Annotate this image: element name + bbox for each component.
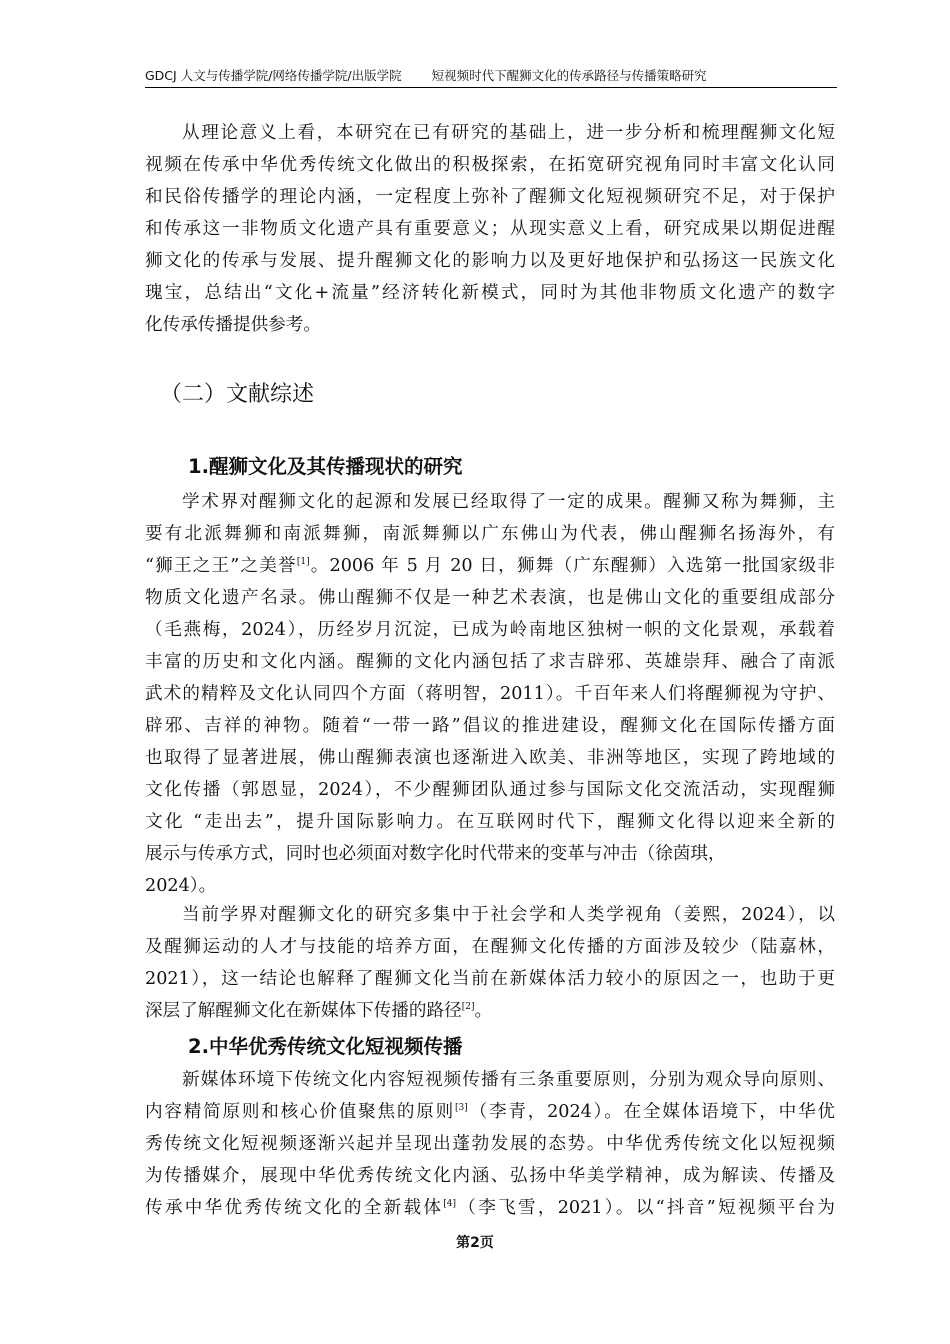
- text-line: 2024）。: [145, 876, 217, 896]
- text-line: 文化 “走出去”，提升国际影响力。在互联网时代下，醒狮文化得以迎来全新的: [145, 812, 835, 832]
- text-line: 瑰宝，总结出“文化+流量”经济转化新模式，同时为其他非物质文化遗产的数字: [145, 283, 835, 303]
- text-line: 要有北派舞狮和南派舞狮，南派舞狮以广东佛山为代表，佛山醒狮名扬海外，有: [145, 524, 835, 544]
- paragraph-significance: [145, 117, 835, 341]
- text-line: 展示与传承方式，同时也必须面对数字化时代带来的变革与冲击（徐茵琪，: [145, 844, 726, 864]
- text-span: 传承中华优秀传统文化的全新载体: [145, 1198, 444, 1218]
- text-line: 及醒狮运动的人才与技能的培养方面，在醒狮文化传播的方面涉及较少（陆嘉林，: [145, 937, 835, 957]
- text-line: 从理论意义上看，本研究在已有研究的基础上，进一步分析和梳理醒狮文化短: [182, 123, 835, 143]
- text-line: 学术界对醒狮文化的起源和发展已经取得了一定的成果。醒狮又称为舞狮，主: [182, 492, 835, 512]
- citation-ref: [2]: [461, 1002, 475, 1012]
- page-number: 第2页: [456, 1235, 494, 1251]
- text-line: 当前学界对醒狮文化的研究多集中于社会学和人类学视角（姜熙，2024），以: [182, 905, 835, 925]
- citation-ref: [3]: [455, 1103, 468, 1113]
- text-line: （毛燕梅，2024），历经岁月沉淀，已成为岭南地区独树一帜的文化景观，承载着: [145, 620, 835, 640]
- text-line: 武术的精粹及文化认同四个方面（蒋明智，2011）。千百年来人们将醒狮视为守护、: [145, 684, 835, 704]
- text-span: （李青，2024）。在全媒体语境下，中华优: [467, 1102, 835, 1122]
- text-line: 狮文化的传承与发展、提升醒狮文化的影响力以及更好地保护和弘扬这一民族文化: [145, 251, 835, 271]
- running-header: [145, 66, 837, 88]
- citation-ref: [1]: [296, 557, 310, 567]
- paragraph-short-video: [145, 1064, 835, 1224]
- text-line: [145, 995, 835, 1027]
- text-line: 2021），这一结论也解释了醒狮文化当前在新媒体活力较小的原因之一，也助于更: [145, 969, 835, 989]
- text-line: 辟邪、吉祥的神物。随着“一带一路”倡议的推进建设，醒狮文化在国际传播方面: [145, 716, 835, 736]
- subsection-heading-1: 1.醒狮文化及其传播现状的研究: [188, 455, 463, 478]
- text-line: 和民俗传播学的理论内涵，一定程度上弥补了醒狮文化短视频研究不足，对于保护: [145, 187, 835, 207]
- paragraph-lion-dance-research: [145, 486, 835, 902]
- text-line: 也取得了显著进展，佛山醒狮表演也逐渐进入欧美、非洲等地区，实现了跨地域的: [145, 748, 835, 768]
- header-right: 短视频时代下醒狮文化的传承路径与传播策略研究: [431, 68, 707, 83]
- text-line: 为传播媒介，展现中华优秀传统文化内涵、弘扬中华美学精神，成为解读、传播及: [145, 1166, 835, 1186]
- text-line: 丰富的历史和文化内涵。醒狮的文化内涵包括了求吉辟邪、英雄崇拜、融合了南派: [145, 652, 835, 672]
- text-span: （李飞雪，2021）。以“抖音”短视频平台为: [456, 1198, 835, 1218]
- subsection-heading-2: 2.中华优秀传统文化短视频传播: [188, 1035, 463, 1058]
- text-span: “狮王之王”之美誉: [145, 556, 297, 576]
- paragraph-current-research: [145, 899, 835, 1027]
- text-line: 秀传统文化短视频逐渐兴起并呈现出蓬勃发展的态势。中华优秀传统文化以短视频: [145, 1134, 835, 1154]
- citation-ref: [4]: [443, 1199, 457, 1209]
- text-span: 。: [474, 1001, 493, 1021]
- text-span: 内容精简原则和核心价值聚焦的原则: [145, 1102, 456, 1122]
- text-span: 深层了解醒狮文化在新媒体下传播的路径: [145, 1001, 462, 1021]
- text-line: [145, 1096, 835, 1128]
- text-line: 化传承传播提供参考。: [145, 315, 321, 335]
- section-heading: （二）文献综述: [160, 382, 315, 407]
- text-span: 。2006 年 5 月 20 日，狮舞（广东醒狮）入选第一批国家级非: [309, 556, 835, 576]
- text-line: 物质文化遗产名录。佛山醒狮不仅是一种艺术表演，也是佛山文化的重要组成部分: [145, 588, 835, 608]
- text-line: 新媒体环境下传统文化内容短视频传播有三条重要原则，分别为观众导向原则、: [182, 1070, 835, 1090]
- text-line: [145, 550, 835, 582]
- header-left: GDCJ 人文与传播学院/网络传播学院/出版学院: [145, 68, 402, 83]
- text-line: 和传承这一非物质文化遗产具有重要意义；从现实意义上看，研究成果以期促进醒: [145, 219, 835, 239]
- text-line: [145, 1192, 835, 1224]
- text-line: 视频在传承中华优秀传统文化做出的积极探索，在拓宽研究视角同时丰富文化认同: [145, 155, 835, 175]
- text-line: 文化传播（郭恩显，2024），不少醒狮团队通过参与国际文化交流活动，实现醒狮: [145, 780, 835, 800]
